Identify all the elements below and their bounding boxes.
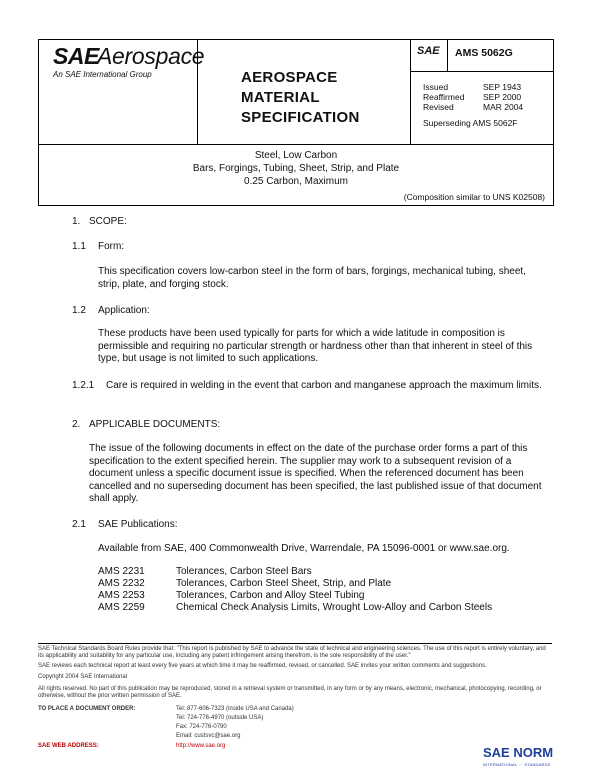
sae-norm-subtitle: INTERNATIONAL ··· STANDARDS [483,762,551,767]
section-text: Available from SAE, 400 Commonwealth Drive, Warrendale, PA 15096-0001 or www.sae.org. [98,543,510,554]
web-url-link[interactable]: http://www.sae.org [176,743,226,749]
sae-logo-text: SAE [53,43,99,69]
reference-title: Tolerances, Carbon Steel Sheet, Strip, and Plate [176,578,392,589]
contact-line: Tel: 724-776-4970 (outside USA) [176,715,264,721]
logo-subtitle: An SAE International Group [53,70,152,79]
issue-label: Revised [423,102,454,112]
subject-line: Steel, Low Carbon [254,150,338,161]
reference-title: Chemical Check Analysis Limits, Wrought Low-Alloy and Carbon Steels [176,602,493,613]
title-line: SPECIFICATION [241,109,360,126]
reference-title: Tolerances, Carbon and Alloy Steel Tubing [176,590,365,601]
footer-rights: All rights reserved. No part of this publication may be reproduced, stored in a retrieval system or transmitted, in any form or by any means, electronic, mechanical, photocopying, recording, or otherwise, without the prior written permission of SAE. [38,686,542,700]
section-number: 1.2.1 [72,380,95,391]
header-divider-3 [410,71,553,72]
footer-copyright: Copyright 2004 SAE International [38,674,128,680]
subject-line: Bars, Forgings, Tubing, Sheet, Strip, and Plate [192,163,400,174]
section-title: SCOPE: [89,216,127,227]
doc-number: AMS 5062G [455,47,513,59]
small-sae-logo: SAE [417,45,440,57]
subject-line: 0.25 Carbon, Maximum [244,176,348,187]
subject-box [38,143,554,206]
issue-date: MAR 2004 [483,102,524,112]
section-text: The issue of the following documents in effect on the date of the purchase order forms a part of this specification to the extent specified herein. The supplier may work to a subsequent revision of a document unless a specific document issue is specified. When the referenced document has been cancelled and no superseding document has been specified, the last published issue of that document shall apply. [89,443,542,505]
contact-line: Email: custsvc@sae.org [176,733,241,739]
issue-date: SEP 2000 [483,92,522,102]
issue-label: Reaffirmed [423,92,465,102]
superseding: Superseding AMS 5062F [423,118,518,128]
issue-label: Issued [423,82,449,92]
header-divider-4 [447,40,448,71]
section-number: 1.2 [72,305,86,316]
section-number: 1. [72,216,81,227]
section-number: 1.1 [72,241,86,252]
section-title: SAE Publications: [98,519,178,530]
contact-line: Tel: 877-606-7323 (inside USA and Canada) [176,706,294,712]
section-title: Application: [98,305,150,316]
header-divider-2 [410,40,411,144]
contact-line: Fax: 724-776-0790 [176,724,227,730]
section-text: These products have been used typically for parts for which a wide latitude in composition is permissible and requiring no particular strength or hardness other than that inherent in steel of this type, but usage is not limited to such applications. [98,328,533,365]
aerospace-logo-text: Aerospace [97,43,205,69]
reference-code: AMS 2231 [98,566,145,577]
section-title: Form: [98,241,125,252]
section-number: 2.1 [72,519,86,530]
composition-note: (Composition similar to UNS K02508) [403,192,545,202]
section-text: This specification covers low-carbon steel in the form of bars, forgings, mechanical tubing, sheet, strip, plate, and forging stock. [98,266,526,290]
reference-code: AMS 2253 [98,590,145,601]
header-box [38,39,554,145]
footer-divider [38,643,552,644]
section-title: APPLICABLE DOCUMENTS: [89,419,221,430]
reference-title: Tolerances, Carbon Steel Bars [176,566,312,577]
reference-code: AMS 2259 [98,602,145,613]
web-label: SAE WEB ADDRESS: [38,743,99,749]
issue-date: SEP 1943 [483,82,522,92]
footer-rules: SAE Technical Standards Board Rules provide that: "This report is published by SAE to advance the state of technical and engineering sciences. The use of this report is entirely voluntary, and its applicability and suitability for any particular use, including any patent infringement arising therefrom, is the sole responsibility of the user." [38,646,546,660]
section-number: 2. [72,419,81,430]
title-line: AEROSPACE [241,69,338,86]
sae-norm-logo: SAE NORM [483,745,554,760]
reference-code: AMS 2232 [98,578,145,589]
footer-review: SAE reviews each technical report at least every five years at which time it may be reaffirmed, revised, or cancelled. SAE invites your written comments and suggestions. [38,663,487,669]
document-title [241,68,360,128]
order-label: TO PLACE A DOCUMENT ORDER: [38,706,136,712]
section-text: Care is required in welding in the event that carbon and manganese approach the maximum limits. [106,380,542,391]
title-line: MATERIAL [241,89,320,106]
